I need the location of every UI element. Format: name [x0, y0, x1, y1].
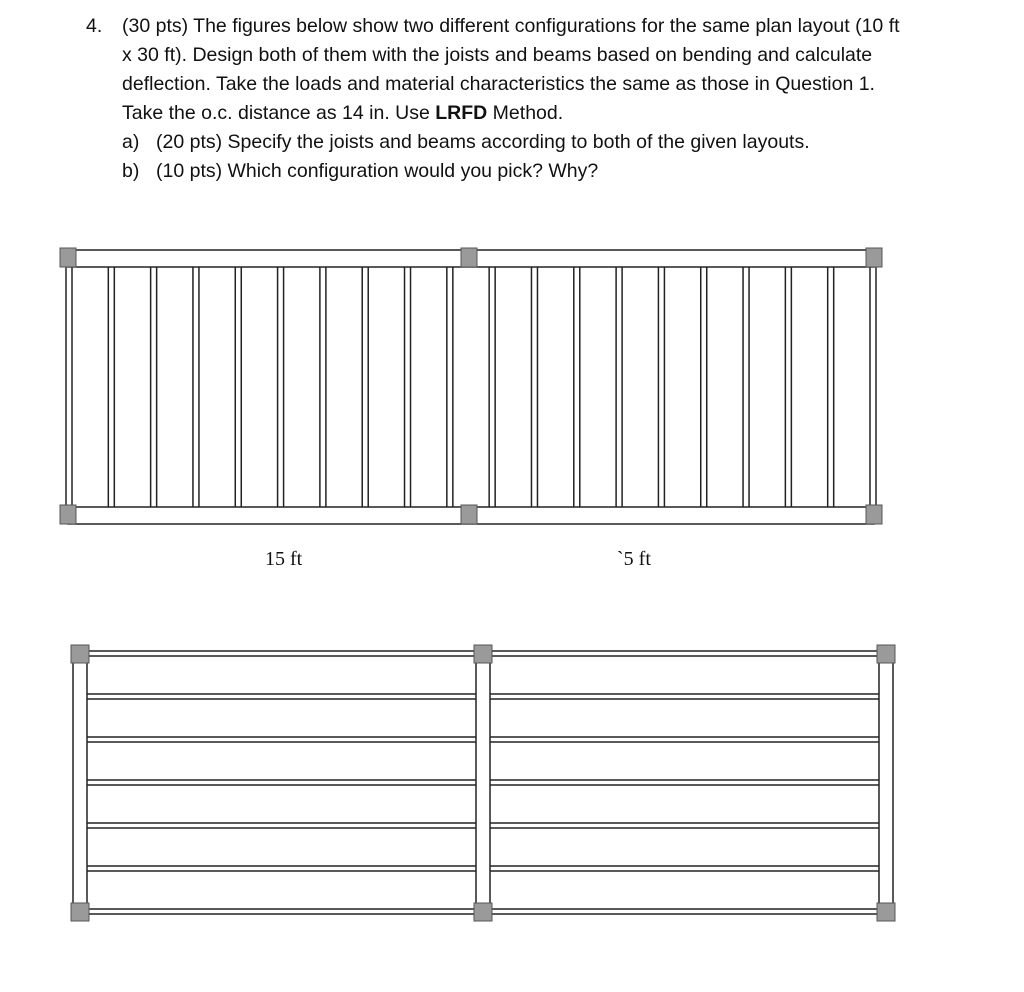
lrfd-term: LRFD [435, 102, 488, 124]
joist [86, 737, 477, 742]
part-b: b) (10 pts) Which configuration would you pick? Why? [122, 160, 599, 182]
question-line-4: Take the o.c. distance as 14 in. Use LRFD Method. [122, 102, 564, 124]
figure-2-post-bottom-mid [474, 903, 492, 921]
question-line-2: x 30 ft). Design both of them with the joists and beams based on bending and calculate [122, 44, 873, 66]
joist [86, 780, 477, 785]
question-number: 4. [86, 15, 103, 37]
figure-2-post-top-mid [474, 645, 492, 663]
joist [489, 823, 880, 828]
joist [86, 694, 477, 699]
joist [86, 651, 477, 656]
question-line-1: 4. (30 pts) The figures below show two different configurations for the same plan layout (10 ft [86, 12, 1006, 41]
dimension-label-left: 15 ft [265, 548, 303, 570]
figure-2-post-bottom-right [877, 903, 895, 921]
figure-2-middle-beam [476, 648, 490, 918]
joist [86, 866, 477, 871]
figure-2-right-beam [879, 648, 893, 918]
figure-2-left-beam [73, 648, 87, 918]
joist [86, 823, 477, 828]
joist [489, 866, 880, 871]
figure-2-post-bottom-left [71, 903, 89, 921]
joist [489, 737, 880, 742]
figure-2-post-top-left [71, 645, 89, 663]
joist [489, 909, 880, 914]
question-line-3: deflection. Take the loads and material characteristics the same as those in Question 1. [122, 73, 875, 95]
joist [489, 651, 880, 656]
part-a: a) (20 pts) Specify the joists and beams according to both of the given layouts. [122, 131, 810, 153]
joist [489, 694, 880, 699]
figure-2-post-top-right [877, 645, 895, 663]
joist [489, 780, 880, 785]
joist [86, 909, 477, 914]
dimension-label-right: `5 ft [617, 548, 651, 570]
